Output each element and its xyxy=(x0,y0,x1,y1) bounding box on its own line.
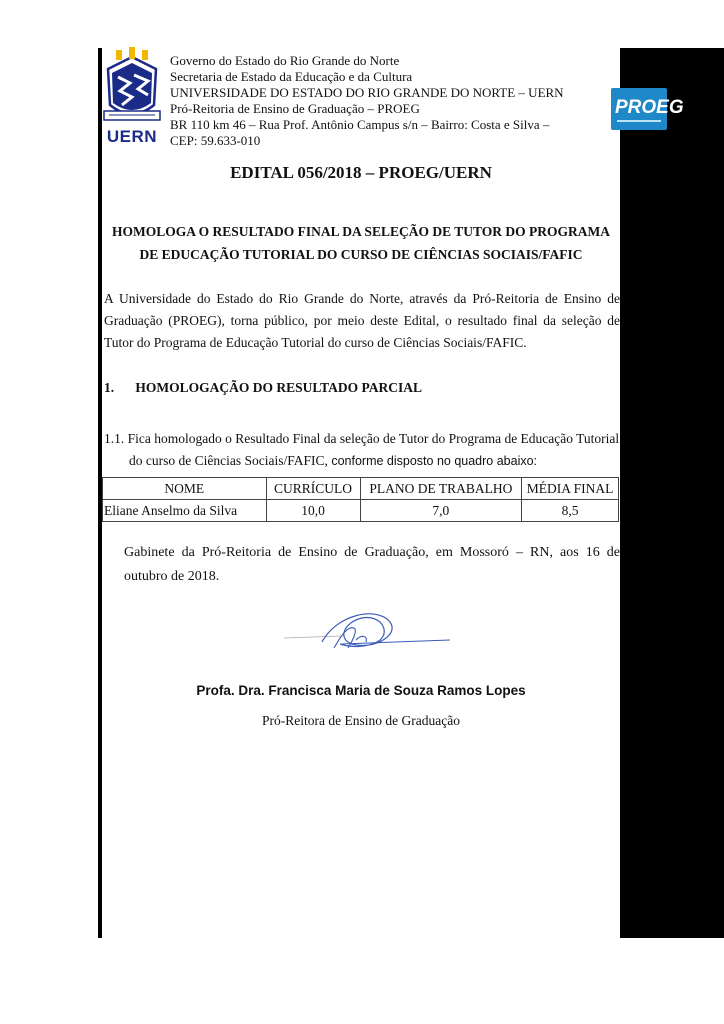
table-row xyxy=(103,500,619,522)
uern-shield-icon xyxy=(104,47,160,133)
uern-logo xyxy=(104,47,160,147)
section-number: 1. xyxy=(104,380,115,395)
header-line-government: Governo do Estado do Rio Grande do Norte xyxy=(170,53,400,68)
signer-name: Profa. Dra. Francisca Maria de Souza Ramos Lopes xyxy=(196,683,526,698)
header-line-address: BR 110 km 46 – Rua Prof. Antônio Campus s/n – Bairro: Costa e Silva – xyxy=(170,117,550,132)
item-1-1-line-1: 1.1. Fica homologado o Resultado Final da seleção de Tutor do Programa de Educação Tutorial xyxy=(104,431,620,446)
table-header-nome: NOME xyxy=(103,478,267,500)
table-header-plano: PLANO DE TRABALHO xyxy=(360,478,522,500)
closing-paragraph: Gabinete da Pró-Reitoria de Ensino de Graduação, em Mossoró – RN, aos 16 de outubro de 2018. xyxy=(124,545,620,584)
subtitle-line-1: HOMOLOGA O RESULTADO FINAL DA SELEÇÃO DE TUTOR DO PROGRAMA xyxy=(112,224,610,239)
table-header-media: MÉDIA FINAL xyxy=(522,478,619,500)
proeg-logo-text: PROEG xyxy=(615,97,684,118)
right-black-bar xyxy=(620,48,724,938)
subtitle-line-2: DE EDUCAÇÃO TUTORIAL DO CURSO DE CIÊNCIAS SOCIAIS/FAFIC xyxy=(139,247,583,262)
table-cell-media: 8,5 xyxy=(522,500,619,522)
header-line-secretary: Secretaria de Estado da Educação e da Cultura xyxy=(170,69,413,84)
result-table xyxy=(102,477,619,522)
section-title: HOMOLOGAÇÃO DO RESULTADO PARCIAL xyxy=(135,380,423,395)
section-heading xyxy=(104,380,422,396)
table-cell-plano: 7,0 xyxy=(360,500,522,522)
signer-role: Pró-Reitora de Ensino de Graduação xyxy=(262,713,460,728)
document-title: EDITAL 056/2018 – PROEG/UERN xyxy=(230,163,492,182)
institution-header xyxy=(170,53,564,149)
handwritten-signature xyxy=(282,604,452,664)
table-header-row xyxy=(103,478,619,500)
table-cell-nome: Eliane Anselmo da Silva xyxy=(103,500,267,522)
intro-paragraph: A Universidade do Estado do Rio Grande do Norte, através da Pró-Reitoria de Ensino de Graduação (PROEG), torna público, por meio deste Edital, o resultado final da seleção de Tutor do Programa de Educação Tutorial do curso de Ciências Sociais/FAFIC. xyxy=(104,291,620,350)
item-1-1 xyxy=(104,428,620,472)
table-header-curriculo: CURRÍCULO xyxy=(266,478,360,500)
header-line-university: UNIVERSIDADE DO ESTADO DO RIO GRANDE DO NORTE – UERN xyxy=(170,85,564,100)
uern-logo-text: UERN xyxy=(106,127,158,146)
document-subtitle xyxy=(102,220,620,266)
header-line-proeg: Pró-Reitoria de Ensino de Graduação – PROEG xyxy=(170,101,420,116)
header-line-cep: CEP: 59.633-010 xyxy=(170,133,261,148)
item-1-1-line-2 xyxy=(104,450,620,472)
item-1-1-line-2-sans: conforme disposto no quadro abaixo: xyxy=(327,454,538,468)
table-cell-curriculo: 10,0 xyxy=(266,500,360,522)
proeg-logo-icon xyxy=(611,88,684,130)
proeg-logo xyxy=(611,88,684,130)
item-1-1-line-2-serif: do curso de Ciências Sociais/FAFIC, xyxy=(129,453,328,468)
